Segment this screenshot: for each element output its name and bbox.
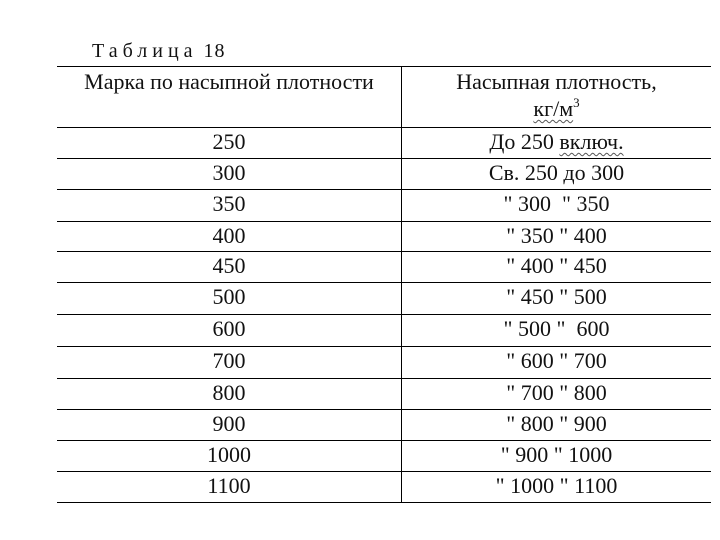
- table-caption: [92, 40, 226, 63]
- grade-cell: 700: [212, 348, 246, 373]
- density-cell: Св. 250 до 300: [488, 160, 625, 185]
- unit-text: кг/м: [533, 96, 574, 121]
- header-density-unit: [402, 95, 711, 123]
- grade-cell: 500: [212, 284, 246, 309]
- grade-cell: 1000: [207, 442, 251, 467]
- density-cell: " 900 " 1000: [500, 442, 613, 467]
- density-prefix: До 250: [489, 129, 560, 154]
- density-cell: " 800 " 900: [506, 411, 607, 436]
- caption-label: Таблица: [92, 40, 198, 62]
- density-cell: " 350 " 400: [506, 223, 607, 248]
- caption-number: 18: [203, 40, 226, 62]
- density-cell: [402, 128, 711, 156]
- density-suffix: включ.: [559, 129, 624, 154]
- density-cell: " 450 " 500: [506, 284, 607, 309]
- grade-cell: 900: [212, 411, 246, 436]
- grade-cell: 450: [212, 253, 246, 278]
- grade-cell: 250: [212, 129, 246, 154]
- table-bottom-rule: [57, 502, 711, 503]
- header-density-title: Насыпная плотность,: [456, 69, 657, 94]
- grade-cell: 400: [212, 223, 246, 248]
- grade-cell: 800: [212, 380, 246, 405]
- header-grade: Марка по насыпной плотности: [84, 69, 374, 94]
- density-cell: " 600 " 700: [506, 348, 607, 373]
- unit-power: 3: [573, 95, 580, 110]
- table-top-rule: [57, 66, 711, 67]
- grade-cell: 300: [212, 160, 246, 185]
- grade-cell: 1100: [207, 473, 251, 498]
- density-cell: " 700 " 800: [506, 380, 607, 405]
- density-cell: " 1000 " 1100: [495, 473, 618, 498]
- density-cell: " 500 " 600: [503, 316, 610, 341]
- grade-cell: 600: [212, 316, 246, 341]
- density-cell: " 300 " 350: [503, 191, 610, 216]
- grade-cell: 350: [212, 191, 246, 216]
- density-cell: " 400 " 450: [506, 253, 607, 278]
